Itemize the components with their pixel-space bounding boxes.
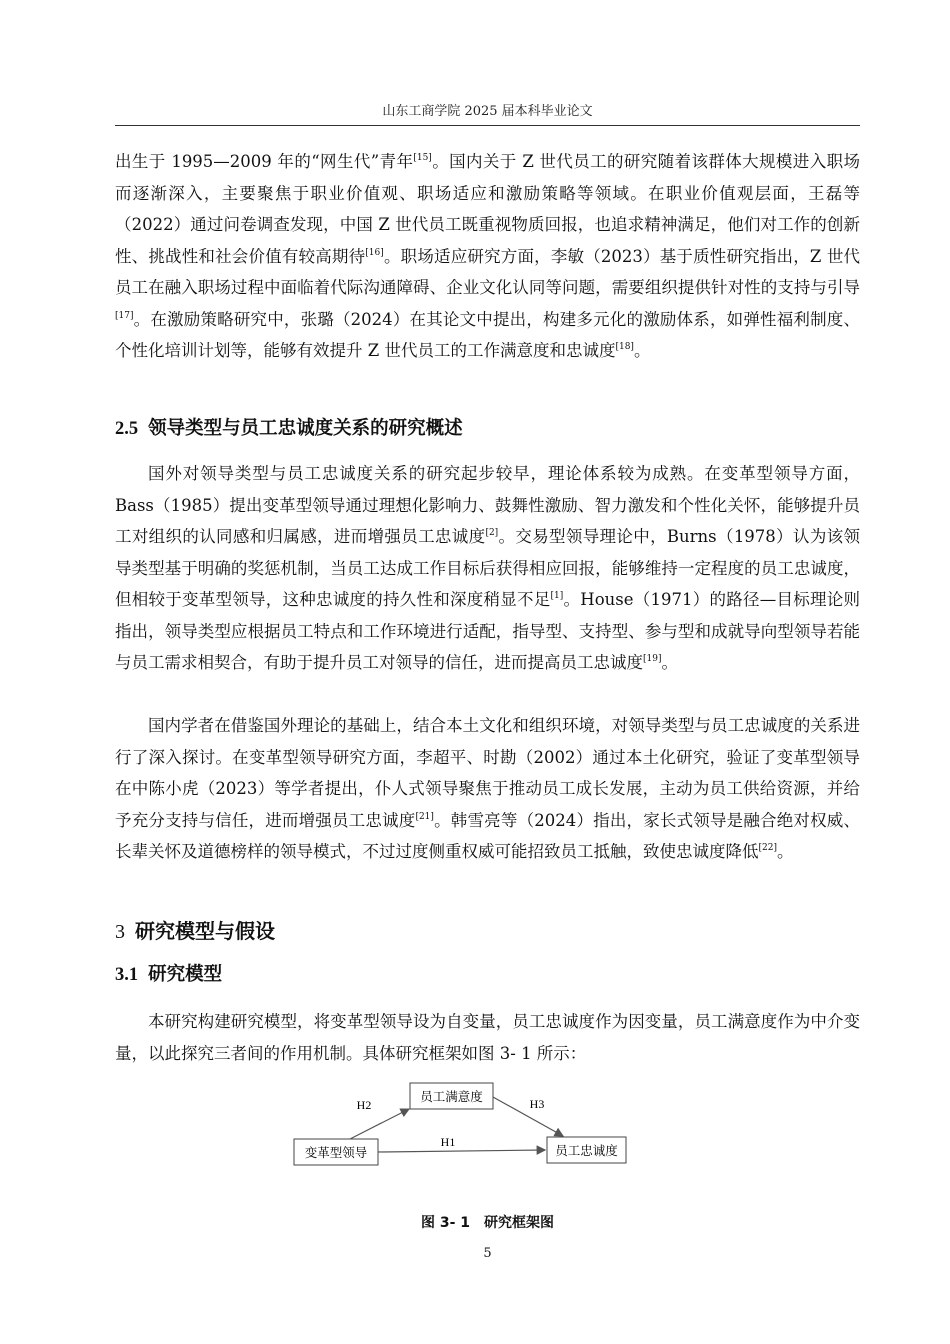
paragraph-foreign-research: 国外对领导类型与员工忠诚度关系的研究起步较早，理论体系较为成熟。在变革型领导方面，Bass（1985）提出变革型领导通过理想化影响力、鼓舞性激励、智力激发和个性化关怀，能够提升员工对组织的认同感和归属感，进而增强员工忠诚度[2]。交易型领导理论中，Burns（1978）认为该领导类型基于明确的奖惩机制，当员工达成工作目标后获得相应回报，能够维持一定程度的员工忠诚度，但相较于变革型领导，这种忠诚度的持久性和深度稍显不足[1]。House（1971）的路径—目标理论则指出，领导类型应根据员工特点和工作环境进行适配，指导型、支持型、参与型和成就导向型领导若能与员工需求相契合，有助于提升员工对领导的信任，进而提高员工忠诚度[19]。 <box>115 464 860 672</box>
edge-h2-arrow <box>350 1109 409 1139</box>
paragraph-gen-z-research: 出生于 1995—2009 年的“网生代”青年[15]。国内关于 Z 世代员工的研究随着该群体大规模进入职场而逐渐深入，主要聚焦于职业价值观、职场适应和激励策略等领域。在职业价值观层面，王磊等（2022）通过问卷调查发现，中国 Z 世代员工既重视物质回报，也追求精神满足，他们对工作的创新性、挑战性和社会价值有较高期待[16]。职场适应研究方面，李敏（2023）基于质性研究指出，Z 世代员工在融入职场过程中面临着代际沟通障碍、企业文化认同等问题，需要组织提供针对性的支持与引导[17]。在激励策略研究中，张璐（2024）在其论文中提出，构建多元化的激励体系，如弹性福利制度、个性化培训计划等，能够有效提升 Z 世代员工的工作满意度和忠诚度[18]。 <box>115 152 861 360</box>
citation-ref: [1] <box>550 591 564 601</box>
citation-ref: [21] <box>415 811 434 822</box>
edge-h3-arrow <box>493 1097 563 1136</box>
node-leadership-label: 变革型领导 <box>304 1145 368 1160</box>
paragraph-research-model: 本研究构建研究模型，将变革型领导设为自变量，员工忠诚度作为因变量，员工满意度作为中介变量，以此探究三者间的作用机制。具体研究框架如图 3- 1 所示： <box>115 1012 860 1063</box>
citation-ref: [2] <box>485 528 499 538</box>
citation-ref: [18] <box>615 342 634 352</box>
node-loyalty-label: 员工忠诚度 <box>555 1143 618 1158</box>
figure-caption: 图 3- 1 研究框架图 <box>420 1215 555 1231</box>
edge-h1-label: H1 <box>440 1135 456 1149</box>
citation-ref: [19] <box>643 654 662 664</box>
chapter-heading-3: 3 研究模型与假设 <box>115 919 275 943</box>
citation-ref: [15] <box>413 153 432 163</box>
edge-h2-label: H2 <box>356 1098 372 1112</box>
paragraph-domestic-research: 国内学者在借鉴国外理论的基础上，结合本土文化和组织环境，对领导类型与员工忠诚度的关系进行了深入探讨。在变革型领导研究方面，李超平、时勘（2002）通过本土化研究，验证了变革型领导在中陈小虎（2023）等学者提出，仆人式领导聚焦于推动员工成长发展，主动为员工供给资源，并给予充分支持与信任，进而增强员工忠诚度[21]。韩雪亮等（2024）指出，家长式领导是融合绝对权威、长辈关怀及道德榜样的领导模式，不过过度侧重权威可能招致员工抵触，致使忠诚度降低[22]。 <box>115 716 860 861</box>
node-satisfaction-label: 员工满意度 <box>420 1089 483 1104</box>
running-header: 山东工商学院 2025 届本科毕业论文 <box>115 100 860 126</box>
edge-h1-arrow <box>378 1150 545 1152</box>
citation-ref: [16] <box>365 247 384 258</box>
page-number: 5 <box>483 1246 492 1261</box>
edge-h3-label: H3 <box>529 1097 545 1111</box>
citation-ref: [17] <box>115 310 134 321</box>
citation-ref: [22] <box>758 843 777 853</box>
section-heading-3-1: 3.1 研究模型 <box>115 964 223 985</box>
section-heading-2-5: 2.5 领导类型与员工忠诚度关系的研究概述 <box>115 418 463 439</box>
research-framework-diagram <box>280 1075 640 1175</box>
